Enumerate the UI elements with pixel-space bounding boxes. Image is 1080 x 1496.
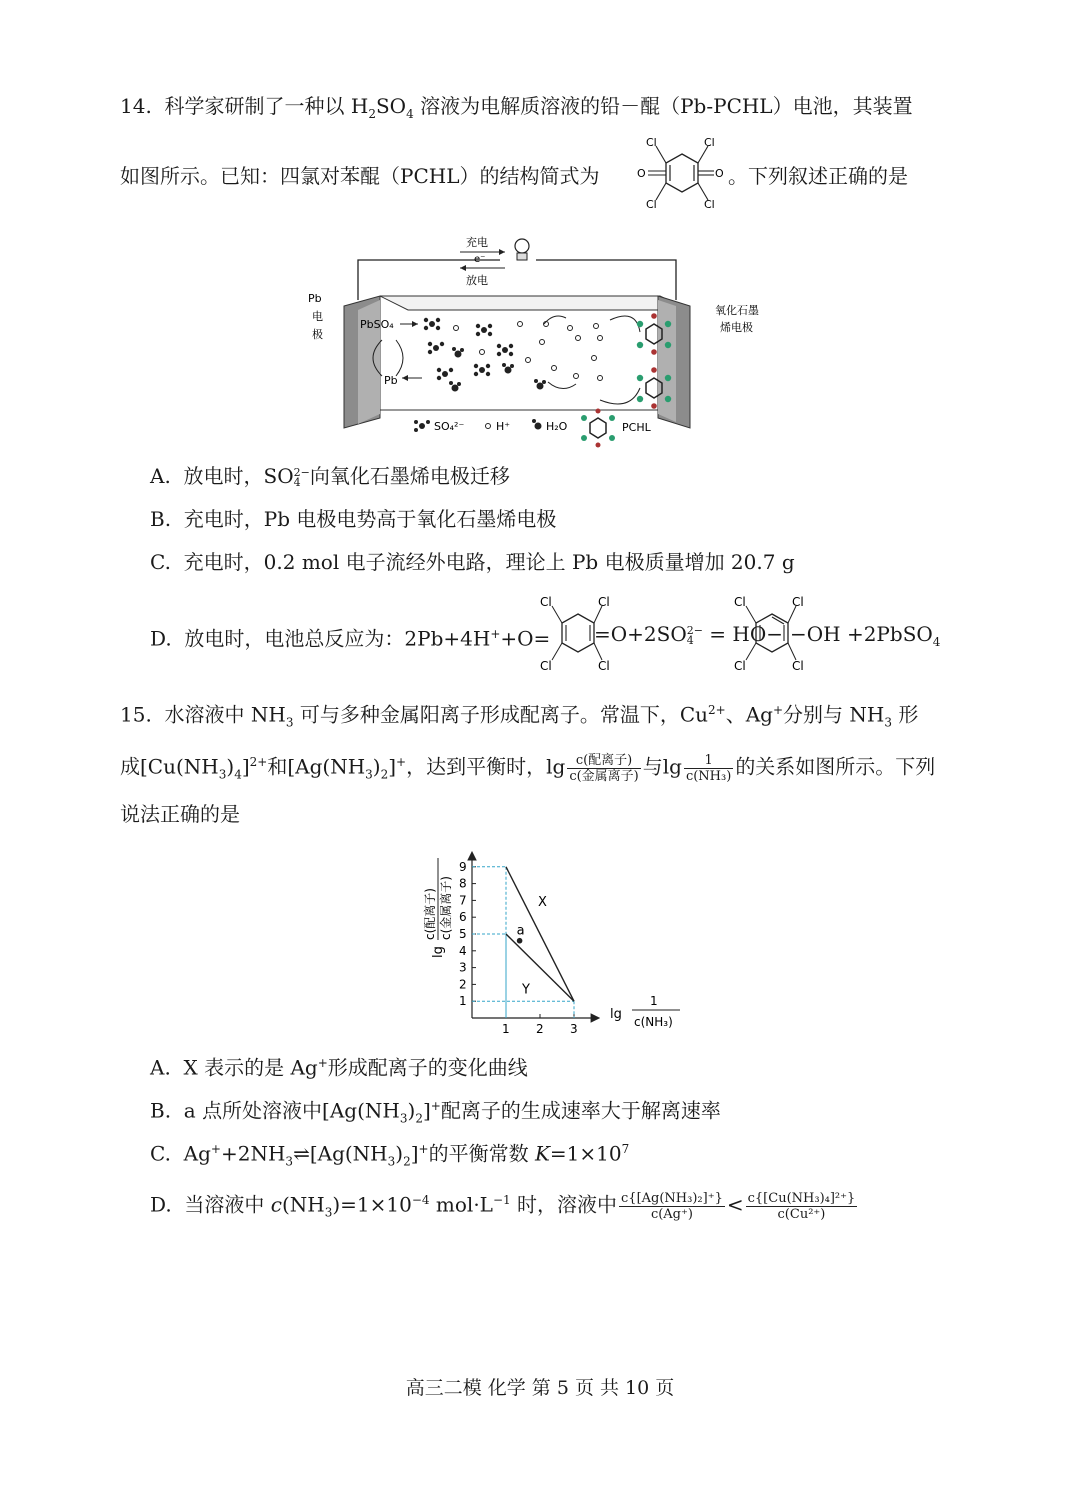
- y-tick-label: 1: [459, 994, 467, 1009]
- cl-label: Cl: [734, 595, 746, 609]
- legend-pchl: PCHL: [622, 421, 651, 434]
- cl-label: Cl: [792, 595, 804, 609]
- cl-label: Cl: [598, 595, 610, 609]
- q14-option-c: C. 充电时，0.2 mol 电子流经外电路，理论上 Pb 电极质量增加 20.7 g: [150, 550, 795, 574]
- q14-option-b: B. 充电时，Pb 电极电势高于氧化石墨烯电极: [150, 507, 557, 531]
- cl-label: Cl: [704, 136, 715, 149]
- pb-electrode-label: 极: [312, 328, 323, 341]
- q14-stem-line1: 14. 科学家研制了一种以 $H_2SO_4$ 溶液为电解质溶液的铅－醌（Pb-PCHL）电池，其装置: [120, 94, 913, 121]
- graphene-label: 烯电极: [720, 321, 753, 334]
- pbso4-label: PbSO₄: [360, 318, 394, 331]
- y-tick-label: 5: [459, 927, 467, 941]
- q15-number: 15.: [120, 702, 152, 727]
- legend-h: H⁺: [496, 420, 511, 433]
- x-axis-label-lg: lg: [610, 1007, 622, 1022]
- h-ions: [454, 322, 603, 381]
- point-a-label: a: [516, 923, 525, 939]
- sulfate-ions: [424, 318, 513, 380]
- discharge-label: 放电: [466, 274, 488, 287]
- y-axis-label-lg: lg: [431, 946, 446, 958]
- cl-label: Cl: [734, 659, 746, 673]
- legend-so4: SO₄²⁻: [434, 420, 465, 433]
- fraction-ag: $\frac{\text{c\{[Ag(NH₃)₂]⁺\}}}{c(Ag^+)}$: [621, 1190, 723, 1222]
- q14-option-d-end: −OH +2PbSO$_4$: [790, 622, 941, 649]
- q15-stem-line1: 15. 水溶液中 $NH_3$ 可与多种金属阳离子形成配离子。常温下，$Cu^{2+}$、Ag+分别与 $NH_3$ 形: [120, 702, 919, 730]
- fraction-ratio: $\frac{\text{c(配离子)}}{\text{c(金属离子)}}$: [569, 752, 639, 784]
- cl-label: Cl: [704, 198, 715, 211]
- cl-label: Cl: [540, 659, 552, 673]
- y-tick-label: 7: [459, 893, 467, 908]
- x-tick-label: 3: [570, 1022, 578, 1036]
- x-axis-label-num: 1: [650, 994, 658, 1008]
- q14-number: 14.: [120, 94, 152, 118]
- q15-option-d: D. 当溶液中 $c(NH_3)=1\times 10^{-4}$ $mol\cdot L^{-1}$ 时，溶液中 $\frac{\text{c\{[Ag(NH₃)₂]⁺\}}}{c(Ag^+)}$ < $\frac{\text{c\{[Cu(NH₃)₄]²⁺\}}}{\text{c(Cu²⁺)}}$: [150, 1190, 856, 1222]
- series-line-Y: [506, 934, 574, 1001]
- q15-stem-line3: 说法正确的是: [120, 802, 240, 826]
- fraction-cu: $\frac{\text{c\{[Cu(NH₃)₄]²⁺\}}}{\text{c(Cu²⁺)}}$: [747, 1190, 856, 1222]
- cl-label: Cl: [646, 198, 657, 211]
- pb-label: Pb: [384, 374, 398, 387]
- q15-option-b: B. a 点所处溶液中$[Ag(NH_3)_2]^+$配离子的生成速率大于解离速率: [150, 1098, 721, 1126]
- y-axis-label-den: c(金属离子): [439, 876, 453, 940]
- y-tick-label: 2: [459, 977, 467, 992]
- q15-chart: [410, 848, 690, 1044]
- y-tick-label: 8: [459, 876, 467, 891]
- q14-option-d-mid: =O+2SO 2− 4 = HO−: [594, 622, 784, 647]
- pchl-structure: [636, 132, 728, 216]
- point-a: [517, 938, 523, 944]
- y-tick-label: 6: [459, 910, 467, 925]
- o-label: O: [637, 167, 646, 180]
- cl-label: Cl: [598, 659, 610, 673]
- cl-label: Cl: [792, 659, 804, 673]
- y-axis-label-num: c(配离子): [423, 888, 437, 940]
- y-tick-label: 4: [459, 943, 467, 958]
- x-tick-label: 2: [536, 1022, 544, 1036]
- diagram-legend: [414, 409, 652, 448]
- x-tick-label: 1: [502, 1022, 510, 1036]
- q14-option-a: A. 放电时，SO 2− 4 向氧化石墨烯电极迁移: [150, 464, 510, 489]
- bulb-icon: [515, 239, 529, 253]
- y-tick-label: 3: [459, 960, 467, 975]
- q14-stem-line2-post: 。下列叙述正确的是: [728, 164, 908, 188]
- fraction-inverse-nh3: $\frac{1}{\text{c(NH₃)}}$: [685, 752, 732, 784]
- electron-label: e⁻: [474, 254, 486, 265]
- legend-h2o: H₂O: [546, 420, 568, 433]
- battery-diagram: [300, 228, 790, 450]
- q14-stem-line2: 如图所示。已知：四氯对苯醌（PCHL）的结构简式为: [120, 164, 600, 188]
- q15-option-a: A. X 表示的是 Ag+形成配离子的变化曲线: [150, 1055, 528, 1080]
- pb-electrode-label: 电: [312, 310, 323, 323]
- x-axis-label-den: c(NH₃): [634, 1015, 673, 1029]
- charge-label: 充电: [466, 236, 488, 249]
- cl-label: Cl: [540, 595, 552, 609]
- page-footer: 高三二模 化学 第 5 页 共 10 页: [405, 1377, 675, 1399]
- series-label-Y: Y: [522, 982, 530, 998]
- series-label-X: X: [538, 895, 547, 910]
- q15-option-c: C. $Ag^++2NH_3\rightleftharpoons[Ag(NH_3)_2]^+$的平衡常数 $K=1\times 10^7$: [150, 1141, 630, 1169]
- o-label: O: [715, 167, 724, 180]
- pb-electrode-label: Pb: [308, 292, 322, 305]
- cl-label: Cl: [646, 136, 657, 149]
- q15-stem-line2: 成$[Cu(NH_3)_4]^{2+}$和$[Ag(NH_3)_2]^+$，达到平衡时，lg $\frac{\text{c(配离子)}}{\text{c(金属离子)}}$ 与lg $\frac{1}{\text{c(NH₃)}}$ 的关系如图所示。下列: [120, 752, 936, 784]
- q14-option-d: D. 放电时，电池总反应为：2Pb+4H++O=: [150, 626, 551, 651]
- y-tick-label: 9: [459, 859, 467, 874]
- graphene-label: 氧化石墨: [715, 304, 759, 317]
